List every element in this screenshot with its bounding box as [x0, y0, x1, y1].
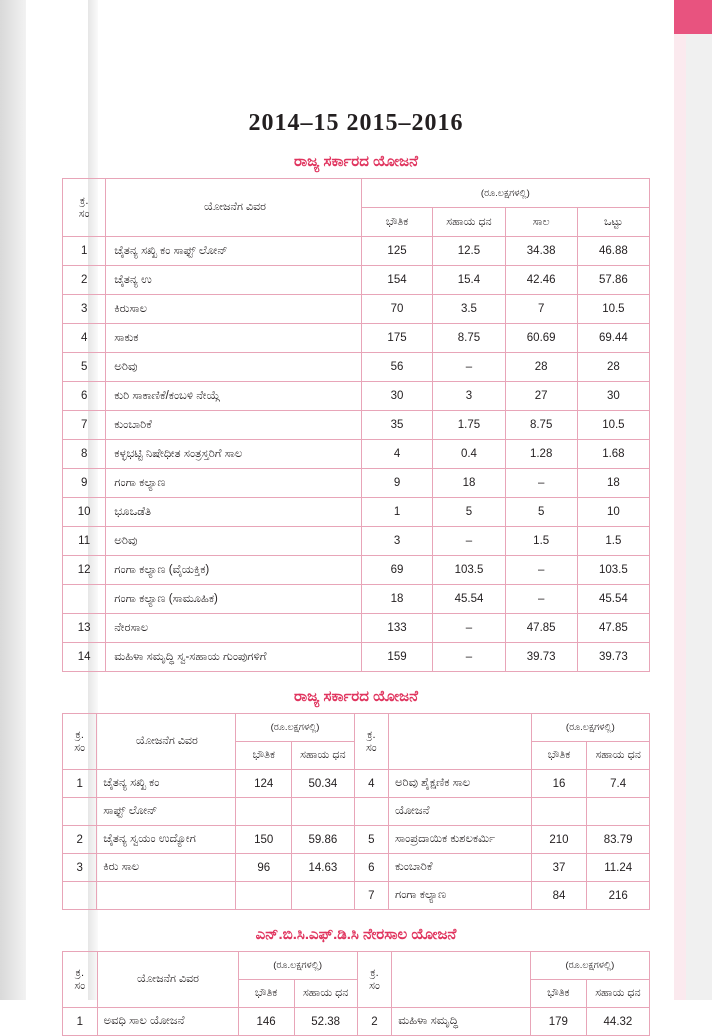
cell-physical: 175	[361, 324, 433, 353]
cell-physical-right: 84	[531, 882, 587, 910]
cell-serial-left	[63, 798, 97, 826]
cell-scheme: ಗಂಗಾ ಕಲ್ಯಾಣ	[106, 469, 361, 498]
header-scheme-details-right	[392, 952, 530, 1008]
cell-physical: 9	[361, 469, 433, 498]
cell-subsidy: 1.75	[433, 411, 505, 440]
cell-physical: 4	[361, 440, 433, 469]
cell-subsidy: –	[433, 643, 505, 672]
cell-physical: 154	[361, 266, 433, 295]
cell-loan: 27	[505, 382, 577, 411]
cell-loan: 47.85	[505, 614, 577, 643]
header-serial-left: ಕ್ರ. ಸಂ	[63, 952, 98, 1008]
cell-subsidy-right: 83.79	[587, 826, 650, 854]
table-row	[63, 1008, 650, 1036]
cell-total: 47.85	[577, 614, 649, 643]
cell-scheme: ನೇರಸಾಲ	[106, 614, 361, 643]
cell-scheme-left: ಚೈತನ್ಯ ಸಖ್ಖಿ ಕಂ	[97, 770, 236, 798]
table-header-row	[63, 952, 650, 980]
cell-total: 10	[577, 498, 649, 527]
table-row	[63, 266, 650, 295]
cell-loan: 42.46	[505, 266, 577, 295]
cell-physical-right: 210	[531, 826, 587, 854]
cell-subsidy-left	[292, 798, 355, 826]
table-row	[63, 826, 650, 854]
cell-subsidy-left	[292, 882, 355, 910]
cell-scheme-left: ಸಾಫ್ಟ್ ಲೋನ್	[97, 798, 236, 826]
header-subsidy-right: ಸಹಾಯ ಧನ	[587, 742, 650, 770]
cell-physical: 125	[361, 237, 433, 266]
cell-subsidy: 3	[433, 382, 505, 411]
nbcfdc-direct-loan-scheme-table	[62, 951, 650, 1036]
cell-serial-left: 1	[63, 1008, 98, 1036]
header-subsidy-left: ಸಹಾಯ ಧನ	[292, 742, 355, 770]
cell-serial-left: 1	[63, 770, 97, 798]
cell-scheme: ಸಾಕುಕ	[106, 324, 361, 353]
cell-serial: 6	[63, 382, 106, 411]
table-header-row	[63, 179, 650, 208]
cell-scheme: ಗಂಗಾ ಕಲ್ಯಾಣ (ವೈಯಕ್ತಿಕ)	[106, 556, 361, 585]
cell-serial: 11	[63, 527, 106, 556]
cell-total: 10.5	[577, 295, 649, 324]
table-row	[63, 440, 650, 469]
header-physical-right: ಭೌತಿಕ	[530, 980, 586, 1008]
cell-scheme-left: ಚೈತನ್ಯ ಸ್ವಯಂ ಉದ್ಯೋಗ	[97, 826, 236, 854]
table-row	[63, 798, 650, 826]
table-row	[63, 614, 650, 643]
cell-scheme: ಅರಿವು	[106, 527, 361, 556]
unit-note: (ರೂ.ಲಕ್ಷಗಳಲ್ಲಿ)	[361, 179, 649, 208]
cell-scheme-right: ಗಂಗಾ ಕಲ್ಯಾಣ	[388, 882, 531, 910]
cell-total: 69.44	[577, 324, 649, 353]
table-row	[63, 527, 650, 556]
header-physical-left: ಭೌತಿಕ	[236, 742, 292, 770]
cell-total: 1.5	[577, 527, 649, 556]
cell-subsidy: 12.5	[433, 237, 505, 266]
cell-scheme-right: ಕುಂಬಾರಿಕೆ	[388, 854, 531, 882]
cell-loan: 7	[505, 295, 577, 324]
cell-serial-left: 2	[63, 826, 97, 854]
header-serial-left: ಕ್ರ. ಸಂ	[63, 714, 97, 770]
cell-subsidy: –	[433, 527, 505, 556]
cell-scheme-right: ಸಾಂಪ್ರದಾಯಿಕ ಕುಶಲಕರ್ಮಿ	[388, 826, 531, 854]
header-total: ಒಟ್ಟು	[577, 208, 649, 237]
cell-total: 30	[577, 382, 649, 411]
header-physical-right: ಭೌತಿಕ	[531, 742, 587, 770]
cell-scheme-left: ಕಿರು ಸಾಲ	[97, 854, 236, 882]
header-loan: ಸಾಲ	[505, 208, 577, 237]
table-row	[63, 556, 650, 585]
cell-physical-left: 150	[236, 826, 292, 854]
section-1-heading: ರಾಜ್ಯ ಸರ್ಕಾರದ ಯೋಜನೆ	[293, 153, 419, 170]
unit-note-right: (ರೂ.ಲಕ್ಷಗಳಲ್ಲಿ)	[531, 714, 649, 742]
cell-serial: 3	[63, 295, 106, 324]
cell-physical: 1	[361, 498, 433, 527]
header-serial-right: ಕ್ರ. ಸಂ	[354, 714, 388, 770]
cell-scheme-right: ಯೋಜನೆ	[388, 798, 531, 826]
cell-physical: 18	[361, 585, 433, 614]
cell-loan: 60.69	[505, 324, 577, 353]
cell-loan: 8.75	[505, 411, 577, 440]
cell-loan: –	[505, 585, 577, 614]
cell-loan: –	[505, 556, 577, 585]
header-serial-right: ಕ್ರ. ಸಂ	[357, 952, 392, 1008]
cell-total: 10.5	[577, 411, 649, 440]
cell-scheme: ಮಹಿಳಾ ಸಮೃದ್ಧಿ ಸ್ವ-ಸಹಾಯ ಗುಂಪುಗಳಿಗೆ	[106, 643, 361, 672]
cell-serial-right	[354, 798, 388, 826]
unit-note-left: (ರೂ.ಲಕ್ಷಗಳಲ್ಲಿ)	[236, 714, 354, 742]
cell-scheme: ಕುರಿ ಸಾಕಾಣಿಕೆ/ಕಂಬಳಿ ನೇಯ್ಗೆ	[106, 382, 361, 411]
header-subsidy-right: ಸಹಾಯ ಧನ	[586, 980, 649, 1008]
cell-serial: 10	[63, 498, 106, 527]
cell-subsidy-left: 52.38	[294, 1008, 357, 1036]
cell-physical: 56	[361, 353, 433, 382]
cell-physical-left: 96	[236, 854, 292, 882]
header-scheme-details-right	[388, 714, 531, 770]
cell-subsidy: 5	[433, 498, 505, 527]
cell-serial-right: 2	[357, 1008, 392, 1036]
cell-subsidy-right	[587, 798, 650, 826]
cell-scheme: ಅರಿವು	[106, 353, 361, 382]
table-row	[63, 585, 650, 614]
cell-subsidy-right: 7.4	[587, 770, 650, 798]
header-subsidy: ಸಹಾಯ ಧನ	[433, 208, 505, 237]
cell-scheme: ಕಿರುಸಾಲ	[106, 295, 361, 324]
state-government-scheme-table-1	[62, 178, 650, 672]
cell-total: 28	[577, 353, 649, 382]
cell-physical: 69	[361, 556, 433, 585]
cell-subsidy: –	[433, 614, 505, 643]
table-row	[63, 882, 650, 910]
cell-serial-left	[63, 882, 97, 910]
header-scheme-details-left: ಯೋಜನೆಗ ವಿವರ	[97, 952, 238, 1008]
cell-scheme-left	[97, 882, 236, 910]
unit-note-right: (ರೂ.ಲಕ್ಷಗಳಲ್ಲಿ)	[530, 952, 649, 980]
cell-scheme: ಚೈತನ್ಯ ಉ	[106, 266, 361, 295]
cell-subsidy: 3.5	[433, 295, 505, 324]
cell-serial: 14	[63, 643, 106, 672]
cell-total: 1.68	[577, 440, 649, 469]
header-scheme-details: ಯೋಜನೆಗ ವಿವರ	[106, 179, 361, 237]
cell-scheme: ಕುಂಬಾರಿಕೆ	[106, 411, 361, 440]
cell-physical-left	[236, 882, 292, 910]
table-row	[63, 770, 650, 798]
cell-loan: 34.38	[505, 237, 577, 266]
cell-physical-left: 146	[238, 1008, 294, 1036]
cell-physical: 70	[361, 295, 433, 324]
header-subsidy-left: ಸಹಾಯ ಧನ	[294, 980, 357, 1008]
cell-subsidy-right: 11.24	[587, 854, 650, 882]
cell-scheme: ಕಳ್ಳಭಟ್ಟಿ ನಿಷೇಧೀತ ಸಂತ್ರಸ್ತರಿಗೆ ಸಾಲ	[106, 440, 361, 469]
cell-serial	[63, 585, 106, 614]
cell-subsidy: 0.4	[433, 440, 505, 469]
table-row	[63, 469, 650, 498]
table-row	[63, 854, 650, 882]
cell-physical-left	[236, 798, 292, 826]
cell-physical: 159	[361, 643, 433, 672]
cell-scheme: ಚೈತನ್ಯ ಸಖ್ಖಿ ಕಂ ಸಾಫ್ಟ್ ಲೋನ್	[106, 237, 361, 266]
cell-physical-right: 16	[531, 770, 587, 798]
section-3-heading: ಎನ್.ಬಿ.ಸಿ.ಎಫ್.ಡಿ.ಸಿ ನೇರಸಾಲ ಯೋಜನೆ	[255, 926, 457, 943]
cell-serial-right: 5	[354, 826, 388, 854]
cell-physical-right: 179	[530, 1008, 586, 1036]
unit-note-left: (ರೂ.ಲಕ್ಷಗಳಲ್ಲಿ)	[238, 952, 357, 980]
table-row	[63, 237, 650, 266]
cell-subsidy-left: 14.63	[292, 854, 355, 882]
cell-serial: 13	[63, 614, 106, 643]
cell-subsidy: 18	[433, 469, 505, 498]
cell-serial: 8	[63, 440, 106, 469]
table-row	[63, 411, 650, 440]
cell-scheme: ಗಂಗಾ ಕಲ್ಯಾಣ (ಸಾಮೂಹಿಕ)	[106, 585, 361, 614]
cell-serial: 2	[63, 266, 106, 295]
cell-serial-right: 7	[354, 882, 388, 910]
cell-total: 39.73	[577, 643, 649, 672]
cell-total: 45.54	[577, 585, 649, 614]
cell-subsidy-left: 59.86	[292, 826, 355, 854]
cell-serial: 4	[63, 324, 106, 353]
cell-physical-right	[531, 798, 587, 826]
table-row	[63, 295, 650, 324]
cell-loan: 1.5	[505, 527, 577, 556]
cell-physical: 30	[361, 382, 433, 411]
state-government-scheme-table-2	[62, 713, 650, 910]
cell-physical: 35	[361, 411, 433, 440]
header-physical: ಭೌತಿಕ	[361, 208, 433, 237]
cell-subsidy: –	[433, 353, 505, 382]
table-row	[63, 324, 650, 353]
table-row	[63, 498, 650, 527]
cell-subsidy: 45.54	[433, 585, 505, 614]
cell-subsidy: 103.5	[433, 556, 505, 585]
cell-total: 18	[577, 469, 649, 498]
cell-subsidy-right: 216	[587, 882, 650, 910]
cell-physical: 3	[361, 527, 433, 556]
cell-physical: 133	[361, 614, 433, 643]
table-header-row	[63, 714, 650, 742]
header-serial: ಕ್ರ. ಸಂ	[63, 179, 106, 237]
page-title: 2014–15 2015–2016	[248, 110, 464, 136]
cell-serial: 1	[63, 237, 106, 266]
cell-loan: 28	[505, 353, 577, 382]
cell-scheme-right: ಅರಿವು ಶೈಕ್ಷಣಿಕ ಸಾಲ	[388, 770, 531, 798]
cell-serial-right: 4	[354, 770, 388, 798]
cell-loan: 1.28	[505, 440, 577, 469]
cell-serial: 12	[63, 556, 106, 585]
cell-serial: 7	[63, 411, 106, 440]
cell-serial-left: 3	[63, 854, 97, 882]
section-2-heading: ರಾಜ್ಯ ಸರ್ಕಾರದ ಯೋಜನೆ	[293, 688, 419, 705]
cell-loan: –	[505, 469, 577, 498]
cell-loan: 39.73	[505, 643, 577, 672]
cell-scheme: ಭೂಒಡೆತಿ	[106, 498, 361, 527]
table-row	[63, 643, 650, 672]
cell-total: 103.5	[577, 556, 649, 585]
header-physical-left: ಭೌತಿಕ	[238, 980, 294, 1008]
header-scheme-details-left: ಯೋಜನೆಗ ವಿವರ	[97, 714, 236, 770]
table-row	[63, 382, 650, 411]
cell-total: 46.88	[577, 237, 649, 266]
table-row	[63, 353, 650, 382]
cell-physical-left: 124	[236, 770, 292, 798]
cell-loan: 5	[505, 498, 577, 527]
cell-physical-right: 37	[531, 854, 587, 882]
cell-serial-right: 6	[354, 854, 388, 882]
cell-serial: 5	[63, 353, 106, 382]
cell-subsidy: 8.75	[433, 324, 505, 353]
cell-subsidy: 15.4	[433, 266, 505, 295]
cell-serial: 9	[63, 469, 106, 498]
cell-scheme-right: ಮಹಿಳಾ ಸಮೃದ್ಧಿ	[392, 1008, 530, 1036]
cell-subsidy-left: 50.34	[292, 770, 355, 798]
cell-subsidy-right: 44.32	[586, 1008, 649, 1036]
cell-scheme-left: ಅವಧಿ ಸಾಲ ಯೋಜನೆ	[97, 1008, 238, 1036]
cell-total: 57.86	[577, 266, 649, 295]
